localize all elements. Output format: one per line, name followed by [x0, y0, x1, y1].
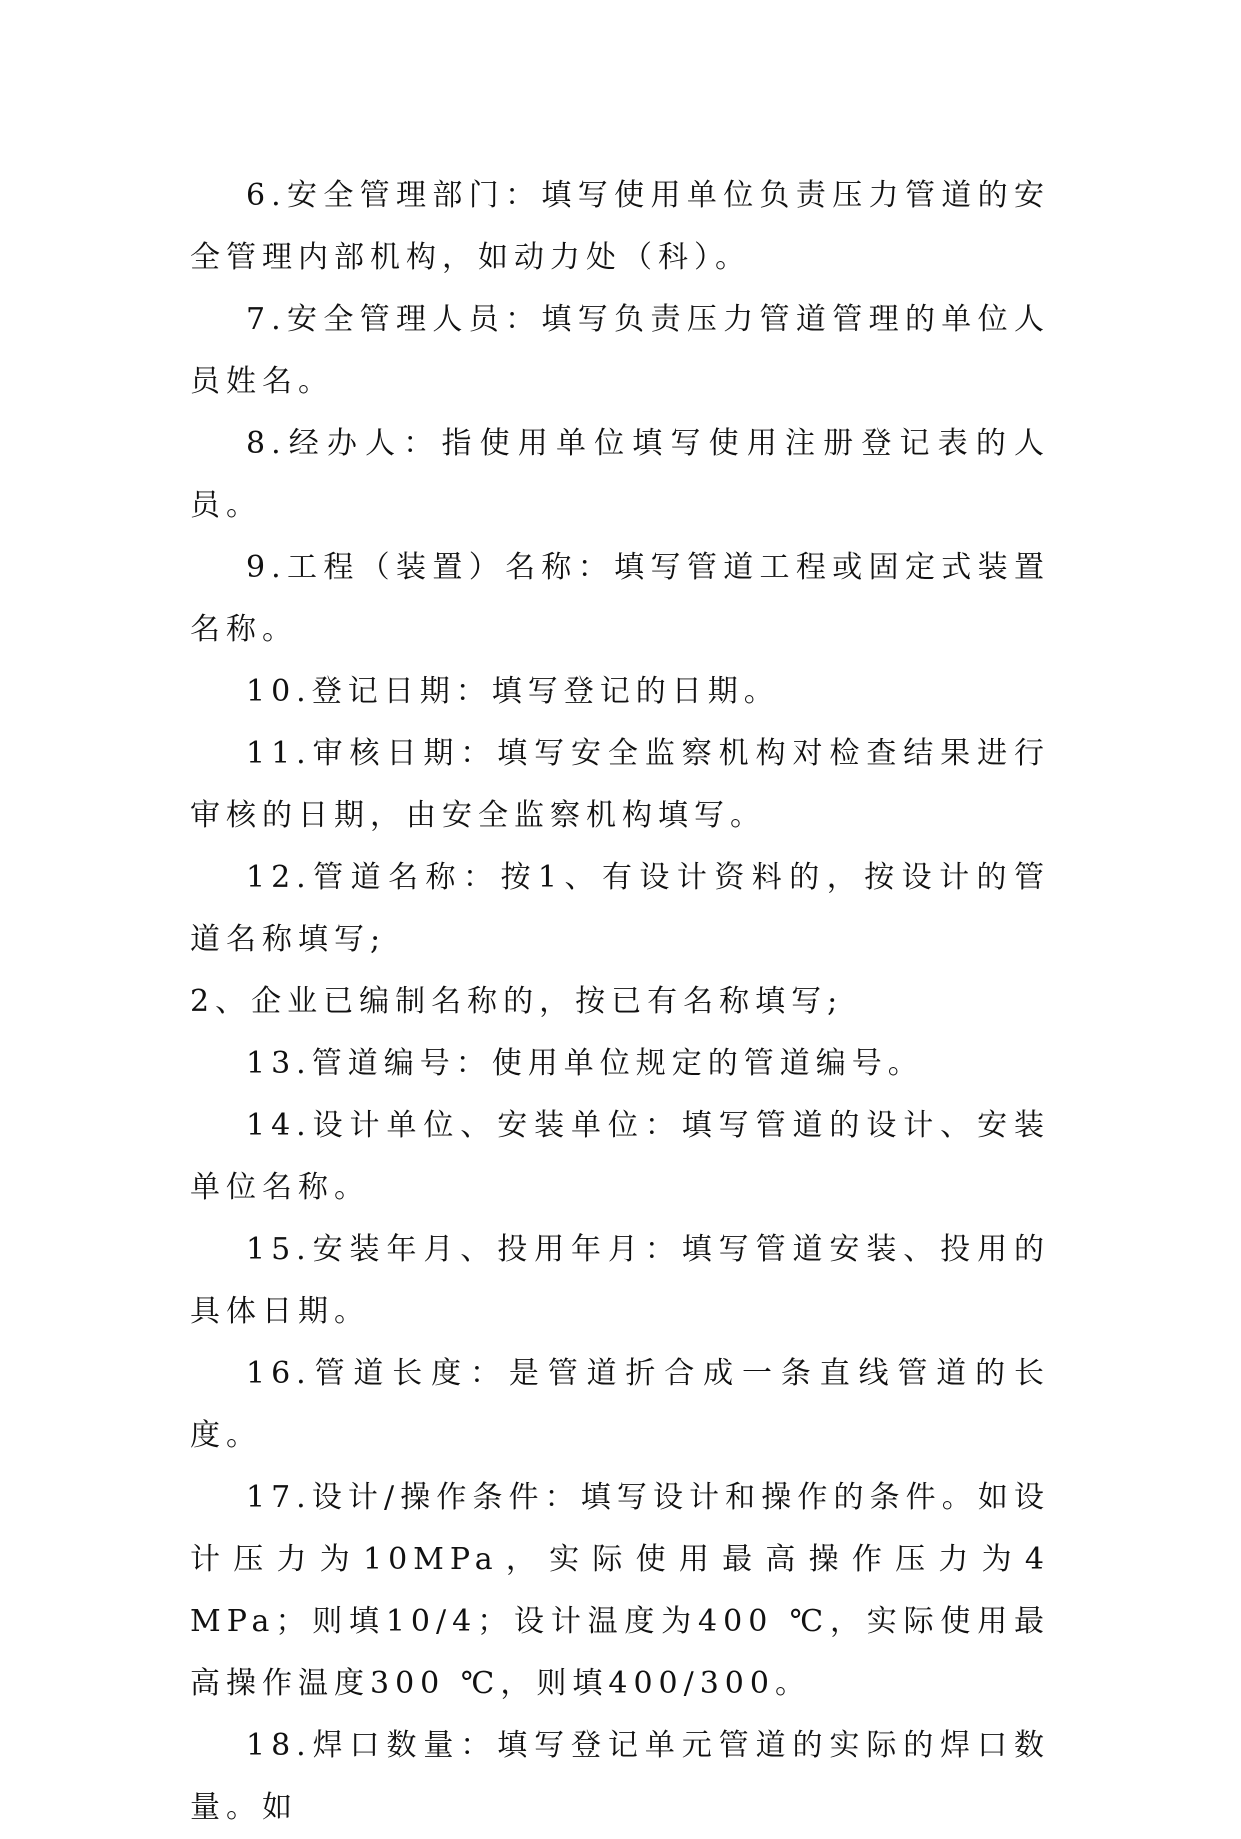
paragraph-item-13: 13.管道编号：使用单位规定的管道编号。 [246, 1046, 924, 1081]
paragraph-item-7: 7.安全管理人员：填写负责压力管道管理的单位人员姓名。 [190, 302, 1050, 399]
paragraph-item-6: 6.安全管理部门：填写使用单位负责压力管道的安全管理内部机构，如动力处（科）。 [190, 178, 1050, 275]
paragraph-item-17: 17.设计/操作条件：填写设计和操作的条件。如设计压力为10MPa，实际使用最高操作压力为4 MPa；则填10/4；设计温度为400 ℃，实际使用最高操作温度300 ℃，则填400/300。 [190, 1480, 1050, 1701]
paragraph-item-18: 18.焊口数量：填写登记单元管道的实际的焊口数量。如 [190, 1728, 1050, 1825]
paragraph-item-12: 12.管道名称：按1、有设计资料的，按设计的管道名称填写; [190, 860, 1050, 957]
paragraph-item-15: 15.安装年月、投用年月：填写管道安装、投用的具体日期。 [190, 1232, 1050, 1329]
paragraph-item-16: 16.管道长度：是管道折合成一条直线管道的长度。 [190, 1356, 1050, 1453]
paragraph-item-14: 14.设计单位、安装单位：填写管道的设计、安装单位名称。 [190, 1108, 1050, 1205]
paragraph-item-9: 9.工程（装置）名称：填写管道工程或固定式装置名称。 [190, 550, 1050, 647]
paragraph-item-10: 10.登记日期：填写登记的日期。 [246, 674, 780, 709]
paragraph-item-11: 11.审核日期：填写安全监察机构对检查结果进行审核的日期，由安全监察机构填写。 [190, 736, 1050, 833]
paragraph-item-12-continued: 2、企业已编制名称的，按已有名称填写; [190, 984, 844, 1019]
paragraph-item-8: 8.经办人：指使用单位填写使用注册登记表的人员。 [190, 426, 1050, 523]
document-body [190, 165, 1050, 1839]
